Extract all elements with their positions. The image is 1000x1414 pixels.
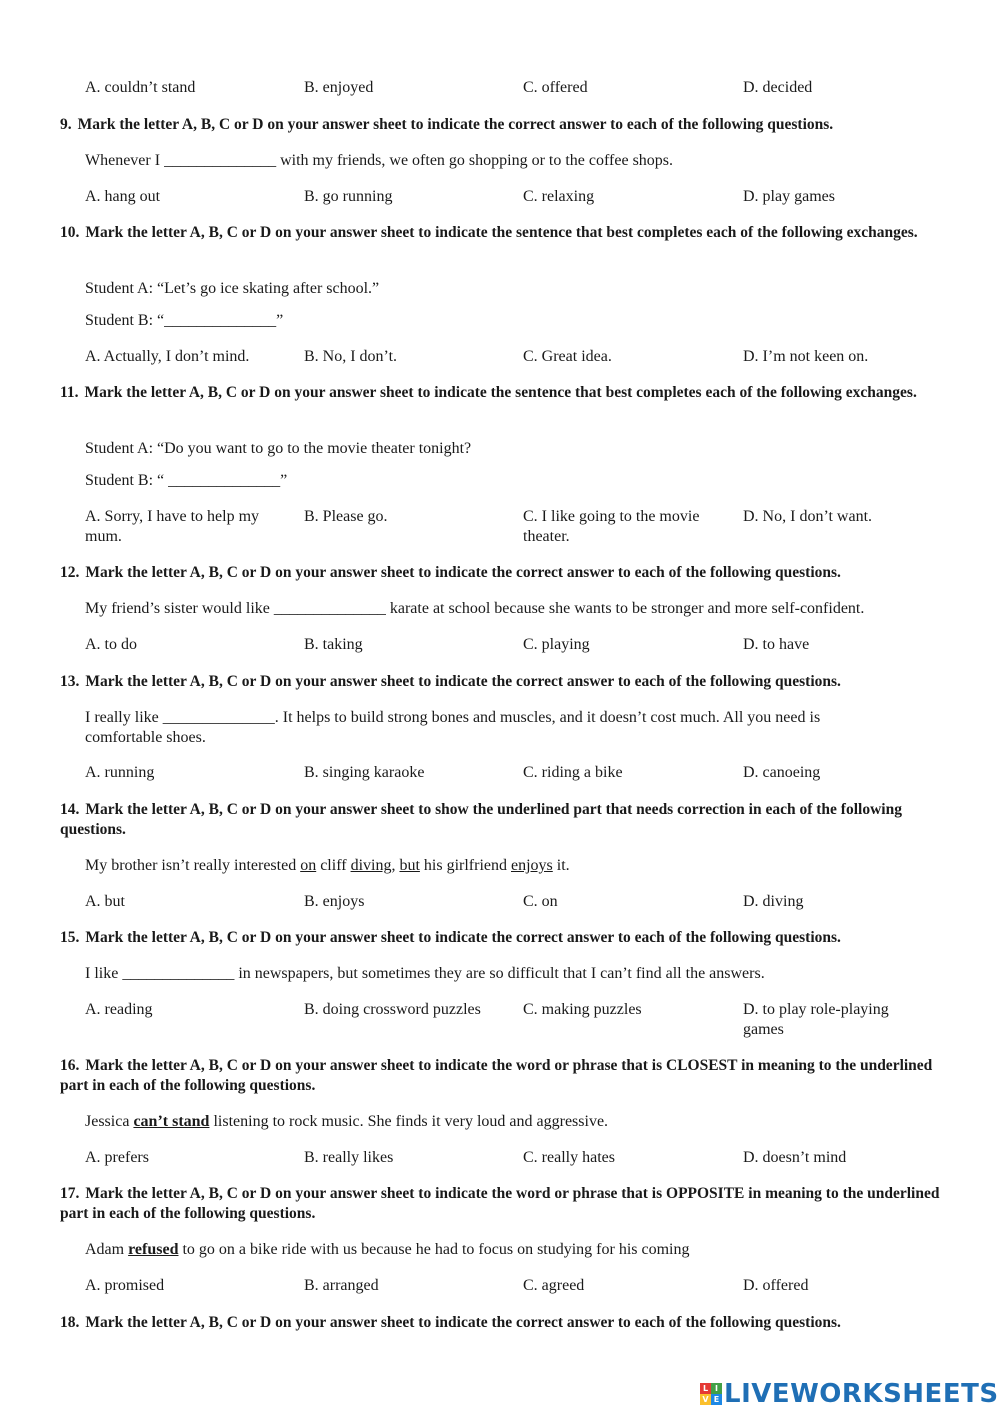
q16-option-a[interactable]: A. prefers [85, 1149, 149, 1166]
q13-instruction-text: Mark the letter A, B, C or D on your answer sheet to indicate the correct answer to each of the following questions. [85, 673, 841, 690]
q9-option-d[interactable]: D. play games [743, 188, 835, 205]
q17-option-b[interactable]: B. arranged [304, 1277, 379, 1294]
q11-line-a: Student A: “Do you want to go to the movie theater tonight? [85, 440, 472, 457]
q12-option-a[interactable]: A. to do [85, 636, 137, 653]
logo-letter: V [700, 1394, 711, 1405]
q14-number: 14. [60, 801, 80, 818]
q15-option-b[interactable]: B. doing crossword puzzles [304, 1001, 481, 1018]
logo-text: LIVEWORKSHEETS [724, 1379, 999, 1409]
q13-option-b[interactable]: B. singing karaoke [304, 764, 425, 781]
q14-underlined-1: on [300, 857, 317, 874]
q17-underlined-word: refused [128, 1241, 179, 1258]
q14-underlined-3: but [399, 857, 420, 874]
q17-text-1: Adam [85, 1241, 129, 1258]
q11-option-b[interactable]: B. Please go. [304, 508, 388, 525]
q18-number: 18. [60, 1314, 80, 1331]
q14-option-d[interactable]: D. diving [743, 893, 804, 910]
q8-option-a[interactable]: A. couldn’t stand [85, 79, 196, 96]
q17-instruction-text: Mark the letter A, B, C or D on your answer sheet to indicate the word or phrase that is OPPOSITE in meaning to the underlined part in each of the following questions. [60, 1185, 940, 1222]
q10-option-d[interactable]: D. I’m not keen on. [743, 348, 869, 365]
q12-instruction [60, 563, 940, 583]
q16-instruction [60, 1056, 940, 1096]
q14-sentence [85, 856, 945, 876]
q17-option-d[interactable]: D. offered [743, 1277, 809, 1294]
q14-option-a[interactable]: A. but [85, 893, 125, 910]
q14-text-5: it. [552, 857, 570, 874]
q18-instruction-text: Mark the letter A, B, C or D on your answer sheet to indicate the correct answer to each of the following questions. [85, 1314, 841, 1331]
q13-number: 13. [60, 673, 80, 690]
q12-option-c[interactable]: C. playing [523, 636, 590, 653]
q12-number: 12. [60, 564, 80, 581]
q10-option-b[interactable]: B. No, I don’t. [304, 348, 398, 365]
q13-option-d[interactable]: D. canoeing [743, 764, 821, 781]
q10-option-a[interactable]: A. Actually, I don’t mind. [85, 348, 250, 365]
q16-option-c[interactable]: C. really hates [523, 1149, 615, 1166]
q9-option-a[interactable]: A. hang out [85, 188, 161, 205]
q16-sentence [85, 1112, 945, 1132]
q16-text-2: listening to rock music. She finds it very loud and aggressive. [209, 1113, 609, 1130]
q14-option-c[interactable]: C. on [523, 893, 558, 910]
q11-option-d[interactable]: D. No, I don’t want. [743, 508, 873, 525]
q10-line-b: Student B: “______________” [85, 312, 284, 329]
q8-option-c[interactable]: C. offered [523, 79, 588, 96]
q14-text-2: cliff [316, 857, 351, 874]
q9-instruction-text: Mark the letter A, B, C or D on your answer sheet to indicate the correct answer to each of the following questions. [77, 116, 834, 133]
q17-option-a[interactable]: A. promised [85, 1277, 165, 1294]
q9-sentence: Whenever I ______________ with my friends, we often go shopping or to the coffee shops. [85, 152, 674, 169]
q12-sentence: My friend’s sister would like ______________ karate at school because she wants to be stronger and more self-confident. [85, 600, 865, 617]
q15-instruction [60, 928, 940, 948]
logo-letter: L [700, 1383, 711, 1394]
logo-mark-icon [700, 1383, 722, 1405]
q14-underlined-4: enjoys [511, 857, 553, 874]
q16-option-d[interactable]: D. doesn’t mind [743, 1149, 847, 1166]
q12-option-b[interactable]: B. taking [304, 636, 363, 653]
q12-option-d[interactable]: D. to have [743, 636, 810, 653]
logo-letter: I [711, 1383, 722, 1394]
q9-instruction [60, 115, 940, 135]
q17-instruction [60, 1184, 940, 1224]
q10-instruction-text: Mark the letter A, B, C or D on your answer sheet to indicate the sentence that best completes each of the following exchanges. [85, 224, 918, 241]
q17-option-c[interactable]: C. agreed [523, 1277, 585, 1294]
q8-option-b[interactable]: B. enjoyed [304, 79, 374, 96]
q15-option-c[interactable]: C. making puzzles [523, 1001, 642, 1018]
q11-line-b: Student B: “ ______________” [85, 472, 288, 489]
q11-option-c[interactable]: C. I like going to the movie theater. [523, 508, 700, 545]
q13-instruction [60, 672, 940, 692]
q9-option-b[interactable]: B. go running [304, 188, 393, 205]
q10-instruction [60, 223, 940, 243]
q17-number: 17. [60, 1185, 80, 1202]
q15-option-a[interactable]: A. reading [85, 1001, 153, 1018]
q15-option-d[interactable]: D. to play role-playing games [743, 1001, 889, 1038]
q16-option-b[interactable]: B. really likes [304, 1149, 394, 1166]
q14-text-4: his girlfriend [419, 857, 511, 874]
q10-number: 10. [60, 224, 80, 241]
q14-text-3: , [391, 857, 400, 874]
q13-option-a[interactable]: A. running [85, 764, 155, 781]
q14-option-b[interactable]: B. enjoys [304, 893, 365, 910]
liveworksheets-logo [700, 1374, 999, 1414]
q11-option-a[interactable]: A. Sorry, I have to help my mum. [85, 508, 260, 545]
q15-instruction-text: Mark the letter A, B, C or D on your answer sheet to indicate the correct answer to each of the following questions. [85, 929, 841, 946]
q8-option-d[interactable]: D. decided [743, 79, 813, 96]
q13-option-c[interactable]: C. riding a bike [523, 764, 623, 781]
q10-option-c[interactable]: C. Great idea. [523, 348, 612, 365]
q16-underlined-phrase: can’t stand [133, 1113, 210, 1130]
q9-number: 9. [60, 116, 72, 133]
q17-sentence [85, 1240, 945, 1260]
q14-instruction [60, 800, 940, 840]
q16-text-1: Jessica [85, 1113, 134, 1130]
q13-sentence: I really like ______________. It helps to build strong bones and muscles, and it doesn’t cost much. All you need is comfortable shoes. [85, 709, 821, 746]
q17-text-2: to go on a bike ride with us because he had to focus on studying for his coming [178, 1241, 690, 1258]
q10-line-a: Student A: “Let’s go ice skating after school.” [85, 280, 380, 297]
q16-number: 16. [60, 1057, 80, 1074]
q14-text-1: My brother isn’t really interested [85, 857, 301, 874]
q14-instruction-text: Mark the letter A, B, C or D on your answer sheet to show the underlined part that needs correction in each of the following questions. [60, 801, 902, 838]
q15-number: 15. [60, 929, 80, 946]
q14-underlined-2: diving [350, 857, 392, 874]
q16-instruction-text: Mark the letter A, B, C or D on your answer sheet to indicate the word or phrase that is CLOSEST in meaning to the underlined part in each of the following questions. [60, 1057, 933, 1094]
q9-option-c[interactable]: C. relaxing [523, 188, 595, 205]
q15-sentence: I like ______________ in newspapers, but sometimes they are so difficult that I can’t find all the answers. [85, 965, 765, 982]
q18-instruction [60, 1313, 940, 1333]
q12-instruction-text: Mark the letter A, B, C or D on your answer sheet to indicate the correct answer to each of the following questions. [85, 564, 841, 581]
q11-number: 11. [60, 384, 79, 401]
logo-letter: E [711, 1394, 722, 1405]
q11-instruction [60, 383, 940, 403]
q11-instruction-text: Mark the letter A, B, C or D on your answer sheet to indicate the sentence that best completes each of the following exchanges. [84, 384, 917, 401]
